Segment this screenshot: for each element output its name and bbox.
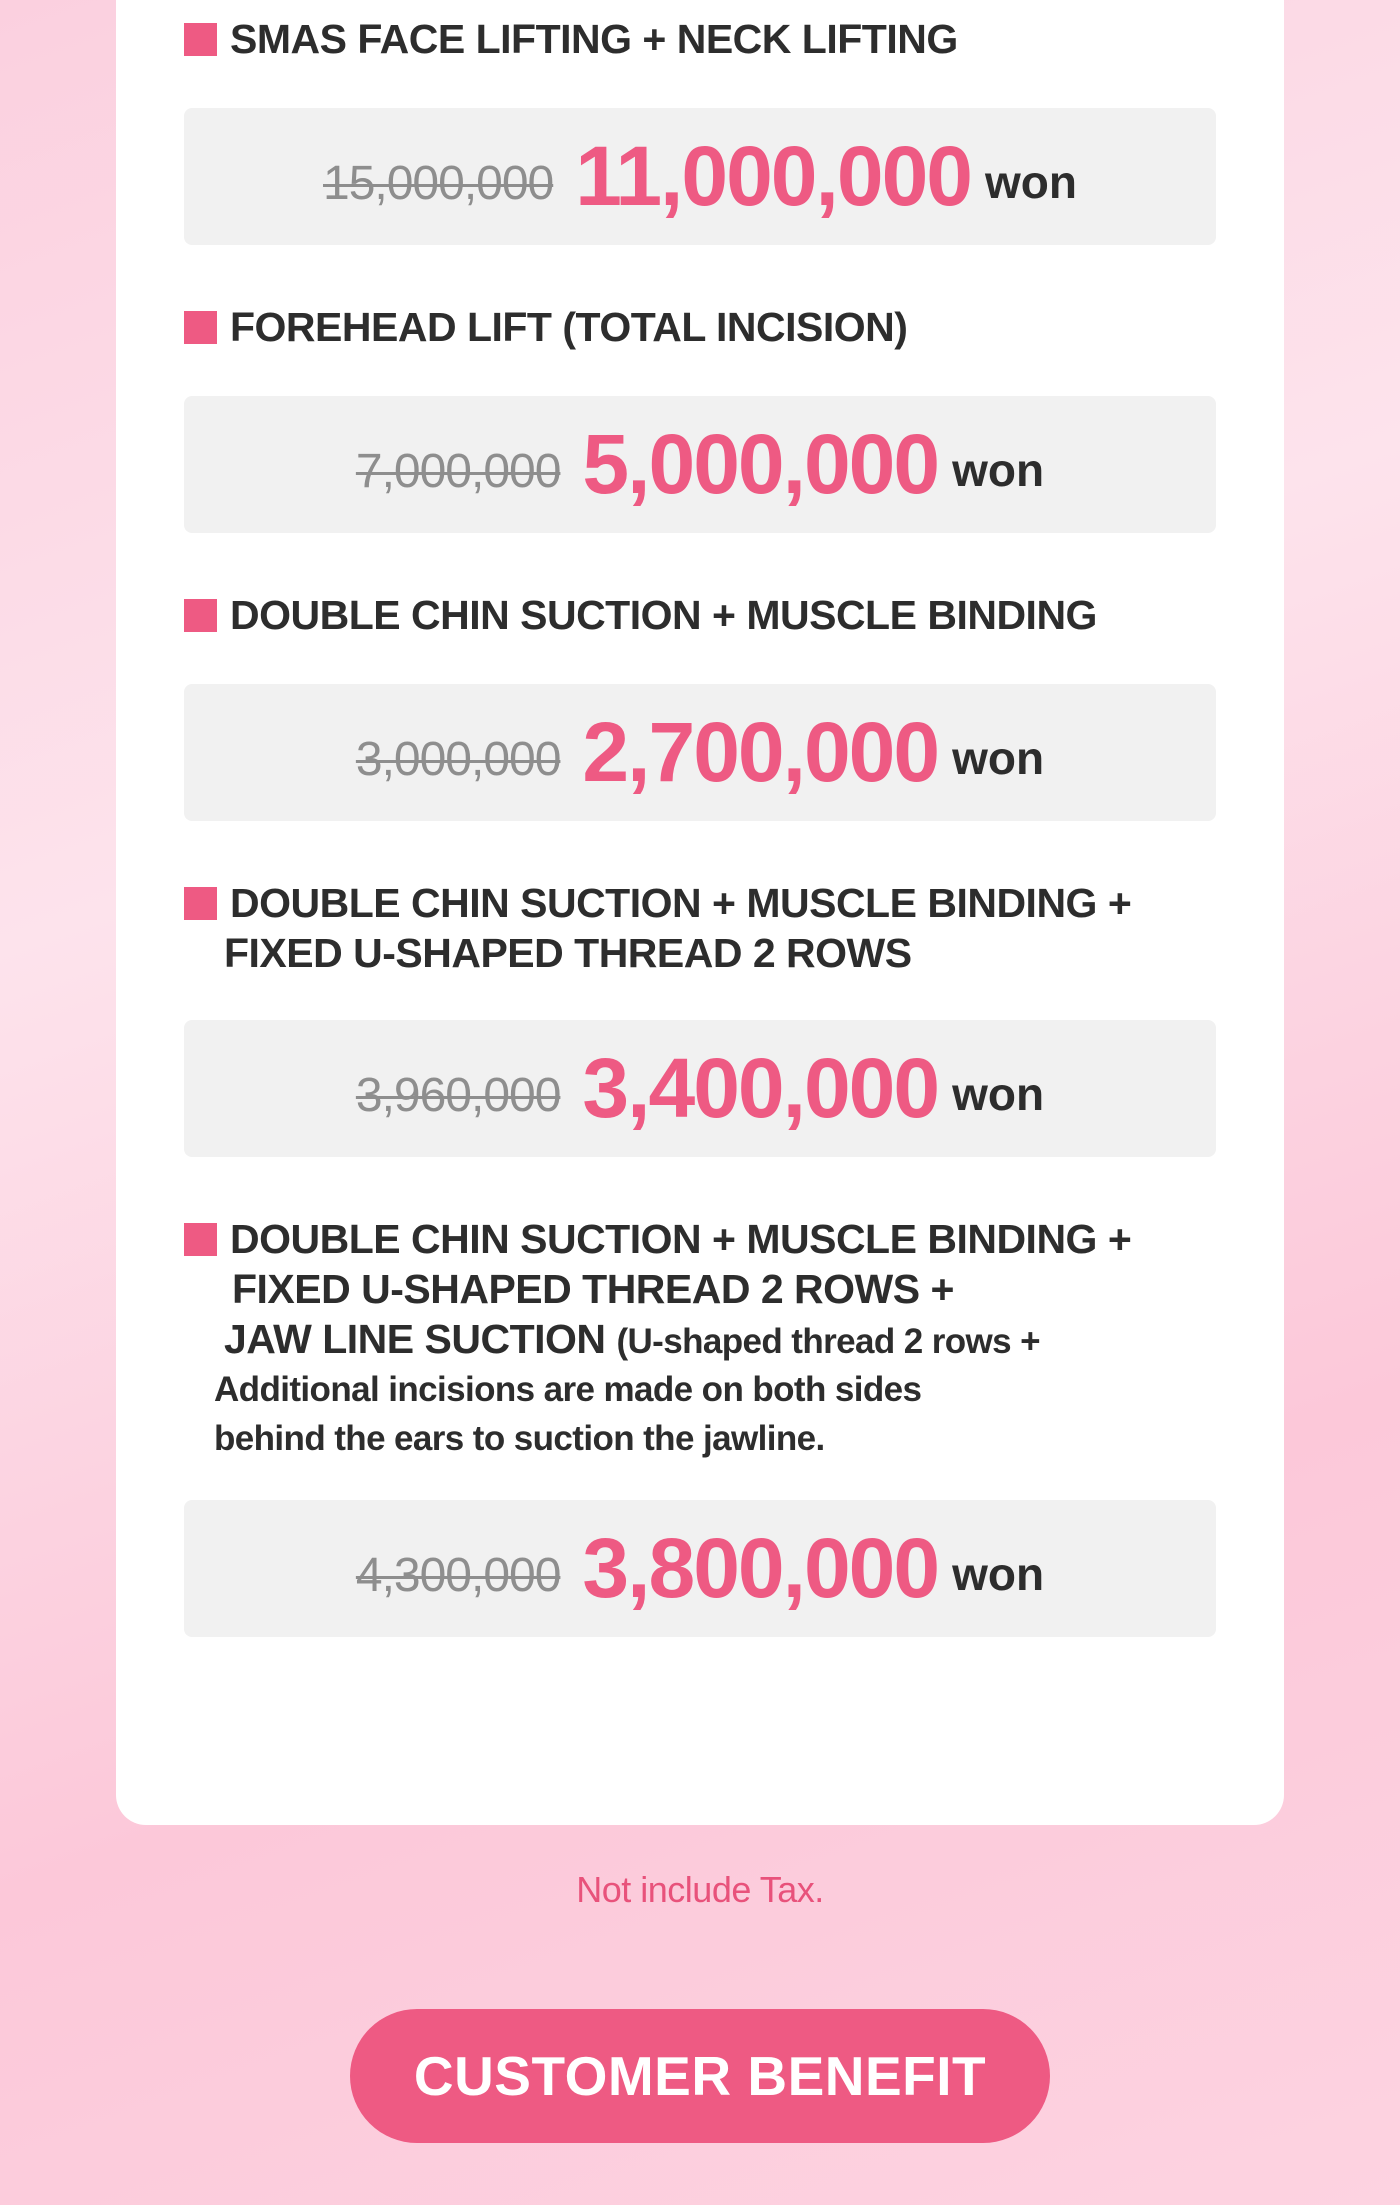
bullet-marker: [184, 599, 217, 632]
sale-price: 11,000,000: [575, 129, 972, 223]
item-title-line: DOUBLE CHIN SUCTION + MUSCLE BINDING +: [230, 880, 1132, 926]
item-title-line: SMAS FACE LIFTING + NECK LIFTING: [230, 16, 958, 62]
item-title-line: FOREHEAD LIFT (TOTAL INCISION): [230, 304, 908, 350]
price-unit: won: [952, 731, 1045, 784]
item-title-line: [216, 1314, 1131, 1367]
bullet-marker: [184, 311, 217, 344]
price-box: [184, 1020, 1216, 1157]
sale-price: 5,000,000: [582, 417, 939, 511]
original-price: 7,000,000: [355, 445, 561, 498]
tax-note: Not include Tax.: [576, 1869, 824, 1910]
original-price: 3,000,000: [355, 733, 561, 786]
sale-price: 2,700,000: [582, 705, 939, 799]
price-box: [184, 396, 1216, 533]
item-title: [230, 302, 907, 352]
price-unit: won: [985, 155, 1077, 208]
price-unit: won: [952, 1067, 1045, 1120]
price-box: [184, 684, 1216, 821]
price-box: [184, 108, 1216, 245]
sale-price: 3,800,000: [582, 1521, 939, 1615]
original-price: 15,000,000: [323, 157, 554, 210]
price-unit: won: [952, 443, 1045, 496]
item-title-line: FIXED U-SHAPED THREAD 2 ROWS: [224, 930, 912, 976]
item-title: [224, 878, 1131, 978]
bullet-marker: [184, 887, 217, 920]
item-title-main: JAW LINE SUCTION: [224, 1316, 606, 1362]
price-unit: won: [952, 1547, 1045, 1600]
item-title-note: behind the ears to suction the jawline.: [214, 1419, 825, 1458]
item-title-line: FIXED U-SHAPED THREAD 2 ROWS +: [232, 1266, 954, 1312]
bullet-marker: [184, 1223, 217, 1256]
item-title: [230, 14, 958, 64]
item-title-note: (U-shaped thread 2 rows +: [616, 1322, 1041, 1361]
sale-price: 3,400,000: [582, 1041, 939, 1135]
item-title-note: Additional incisions are made on both sides: [214, 1370, 922, 1409]
original-price: 4,300,000: [355, 1549, 561, 1602]
item-title: [230, 590, 1097, 640]
bullet-marker: [184, 23, 217, 56]
item-title-line: DOUBLE CHIN SUCTION + MUSCLE BINDING: [230, 592, 1097, 638]
price-box: [184, 1500, 1216, 1637]
customer-benefit-button[interactable]: CUSTOMER BENEFIT: [350, 2009, 1050, 2143]
item-title-line: DOUBLE CHIN SUCTION + MUSCLE BINDING +: [230, 1216, 1132, 1262]
original-price: 3,960,000: [355, 1069, 561, 1122]
item-title: [216, 1214, 1131, 1465]
